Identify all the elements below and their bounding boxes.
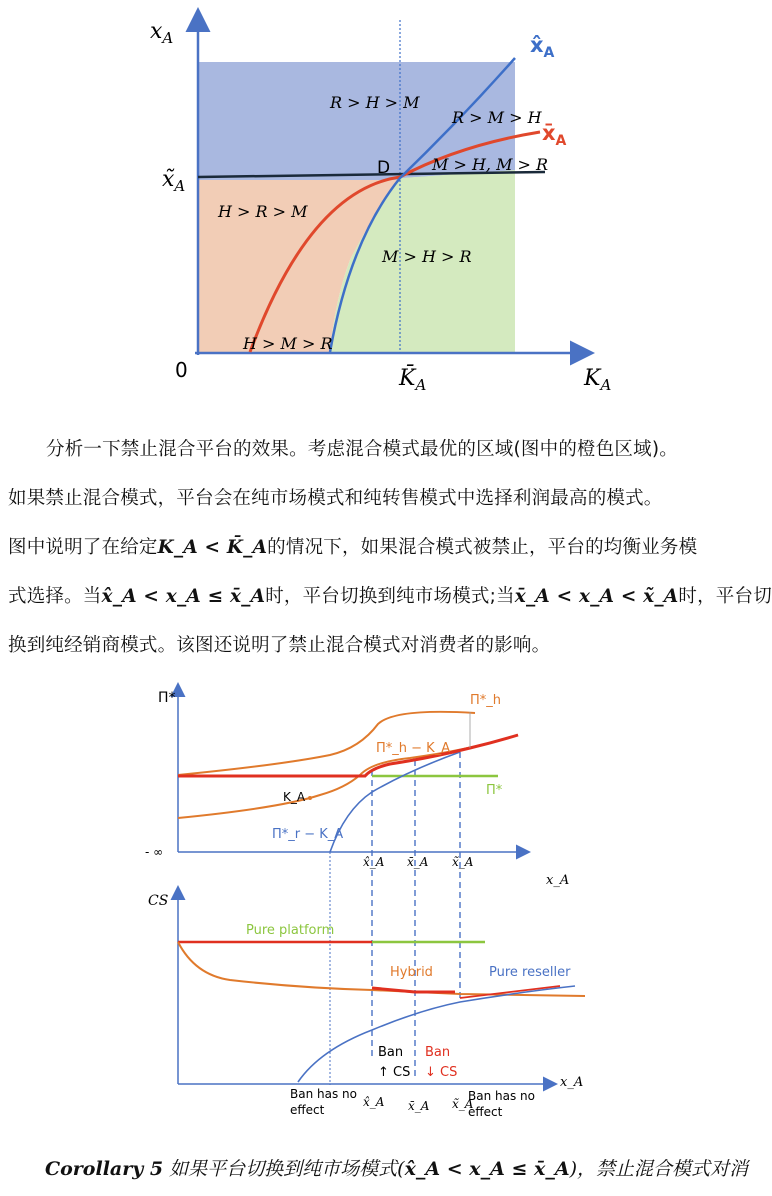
top-y-label: Π* — [158, 690, 176, 706]
math-xbar-range: x̄_A < x_A < x̃_A — [514, 586, 679, 607]
bottom-tick-xbar: x̄_A — [408, 1099, 430, 1113]
pure-platform-label: Pure platform — [246, 923, 335, 938]
bottom-tick-xtilde: x̃_A — [452, 1097, 474, 1111]
no-effect-right-2: effect — [468, 1105, 503, 1119]
hybrid-label: Hybrid — [390, 965, 433, 980]
region-label-top-left: R > H > M — [330, 93, 420, 112]
region-label-mid-right: M > H, M > R — [432, 155, 549, 174]
bottom-tick-xhat: x̂_A — [363, 1095, 385, 1109]
paragraph-line-4: 式选择。当x̂_A < x_A ≤ x̄_A时，平台切换到纯市场模式;当x̄_A < x_A < x̃_A时，平台切 — [8, 586, 772, 607]
ban-down-cs: ↓ CS — [425, 1065, 458, 1080]
x-axis-label: $K_A$ — [584, 366, 612, 394]
xhat-curve-label: $x̂_A$ — [530, 33, 555, 61]
region-label-green: M > H > R — [382, 247, 472, 266]
ban-down-label: Ban — [425, 1045, 451, 1060]
pi-h-minus-label: Π*_h − K_A — [376, 741, 451, 756]
ban-up-cs: ↑ CS — [378, 1065, 411, 1080]
no-effect-right-1: Ban has no — [468, 1089, 535, 1103]
paragraph-line-3: 图中说明了在给定K_A < K̄_A的情况下，如果混合模式被禁止，平台的均衡业务模 — [8, 537, 698, 558]
profit-cs-figure — [0, 680, 762, 1140]
top-tick-xbar: x̄_A — [407, 855, 429, 869]
xbar-curve-label: $x̄_A$ — [542, 121, 567, 149]
neg-inf-label: - ∞ — [145, 845, 164, 859]
paragraph-line-2: 如果禁止混合模式，平台会在纯市场模式和纯转售模式中选择利润最高的模式。 — [8, 488, 663, 509]
pi-r-label: Π*_r − K_A — [272, 827, 344, 842]
pure-reseller-label: Pure reseller — [489, 965, 571, 980]
ban-up-label: Ban — [378, 1045, 404, 1060]
corollary-caption: Corollary 5 如果平台切换到纯市场模式(x̂_A < x_A ≤ x̄_A)，禁止混合模式对消 — [45, 1158, 749, 1180]
ka-marker — [308, 796, 312, 800]
math-ka-kbar: K_A < K̄_A — [157, 537, 268, 558]
point-d-label: D — [377, 158, 391, 178]
paragraph-line-5: 换到纯经销商模式。该图还说明了禁止混合模式对消费者的影响。 — [8, 635, 551, 656]
pi-label: Π* — [486, 783, 503, 798]
ka-label: K_A — [283, 790, 306, 804]
caption-math: x̂_A < x_A ≤ x̄_A — [404, 1158, 570, 1180]
corollary-label: Corollary 5 — [45, 1158, 164, 1180]
analysis-paragraph — [8, 425, 772, 670]
pi-r-curve — [330, 752, 460, 852]
no-effect-left-2: effect — [290, 1103, 325, 1117]
y-axis-label: $x_A$ — [150, 19, 174, 47]
region-label-top-right: R > M > H — [452, 108, 542, 127]
top-tick-xhat: x̂_A — [363, 855, 385, 869]
bottom-x-label: x_A — [560, 1075, 584, 1090]
math-xhat-range: x̂_A < x_A ≤ x̄_A — [101, 586, 266, 607]
origin-label: 0 — [175, 358, 188, 382]
no-effect-left-1: Ban has no — [290, 1087, 357, 1101]
kbar-label: $K̄_A$ — [399, 366, 427, 394]
region-label-left: H > R > M — [218, 202, 308, 221]
top-x-label: x_A — [546, 873, 570, 888]
paragraph-line-1: 分析一下禁止混合平台的效果。考虑混合模式最优的区域(图中的橙色区域)。 — [46, 439, 678, 460]
pi-h-label: Π*_h — [470, 693, 502, 708]
region-label-bottom: H > M > R — [243, 334, 333, 353]
top-tick-xtilde: x̃_A — [452, 855, 474, 869]
xtilde-label: $x̃_A$ — [162, 167, 186, 195]
bottom-y-label: CS — [148, 893, 169, 909]
region-diagram — [0, 0, 762, 410]
